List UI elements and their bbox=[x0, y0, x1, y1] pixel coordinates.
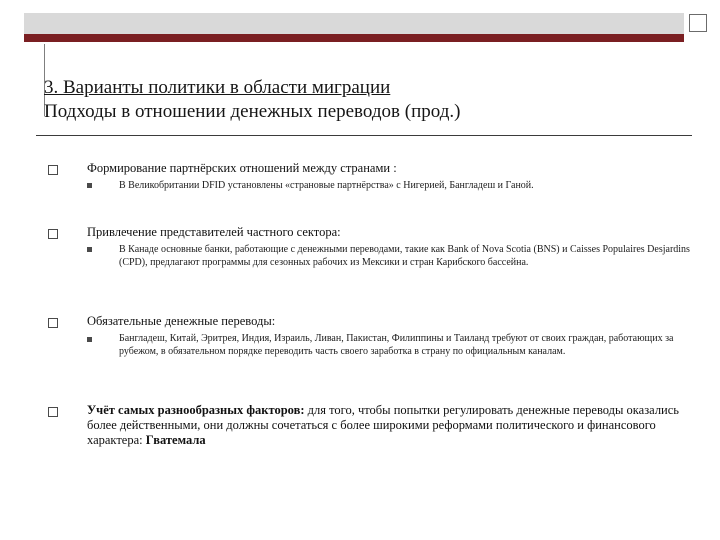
title-divider bbox=[36, 135, 692, 136]
small-square-bullet-icon bbox=[87, 183, 92, 188]
item-heading-mandatory: Обязательные денежные переводы: bbox=[87, 314, 276, 328]
square-bullet-icon bbox=[48, 407, 58, 417]
small-square-bullet-icon bbox=[87, 337, 92, 342]
item-heading-private-sector: Привлечение представителей частного сектора: bbox=[87, 225, 341, 239]
item-factors-paragraph bbox=[87, 403, 702, 448]
small-square-bullet-icon bbox=[87, 247, 92, 252]
square-bullet-icon bbox=[48, 229, 58, 239]
item-sub-mandatory: Бангладеш, Китай, Эритрея, Индия, Израиль, Ливан, Пакистан, Филиппины и Таиланд требуют от своих граждан, работающих за рубежом, в обязательном порядке переводить часть своего заработка в страну по официальным каналам. bbox=[119, 333, 674, 357]
item-sub-partnerships: В Великобритании DFID установлены «страновые партнёрства» с Нигерией, Бангладеш и Ганой. bbox=[119, 180, 534, 191]
item-heading-factors: Учёт самых разнообразных факторов: bbox=[87, 403, 305, 417]
item-sub-private-sector: В Канаде основные банки, работающие с денежными переводами, такие как Bank of Nova Scotia (BNS) и Caisses Populaires Desjardins (CPD), предлагают программы для сезонных рабочих из Мексики и стран Карибского бассейна. bbox=[119, 244, 690, 268]
header-bar bbox=[24, 13, 684, 42]
item-example-country: Гватемала bbox=[145, 433, 206, 447]
square-bullet-icon bbox=[48, 165, 58, 175]
title-line-2: Подходы в отношении денежных переводов (прод.) bbox=[44, 101, 461, 122]
title-line-1: 3. Варианты политики в области миграции bbox=[44, 77, 391, 98]
item-body-factors: для того, чтобы попытки регулировать денежные переводы оказались более действенными, они должны сочетаться с более широкими реформами политического и финансового характера: bbox=[87, 403, 679, 447]
item-heading-partnerships: Формирование партнёрских отношений между странами : bbox=[87, 161, 397, 175]
square-bullet-icon bbox=[48, 318, 58, 328]
corner-square-decoration bbox=[689, 14, 707, 32]
slide-title bbox=[44, 76, 694, 124]
